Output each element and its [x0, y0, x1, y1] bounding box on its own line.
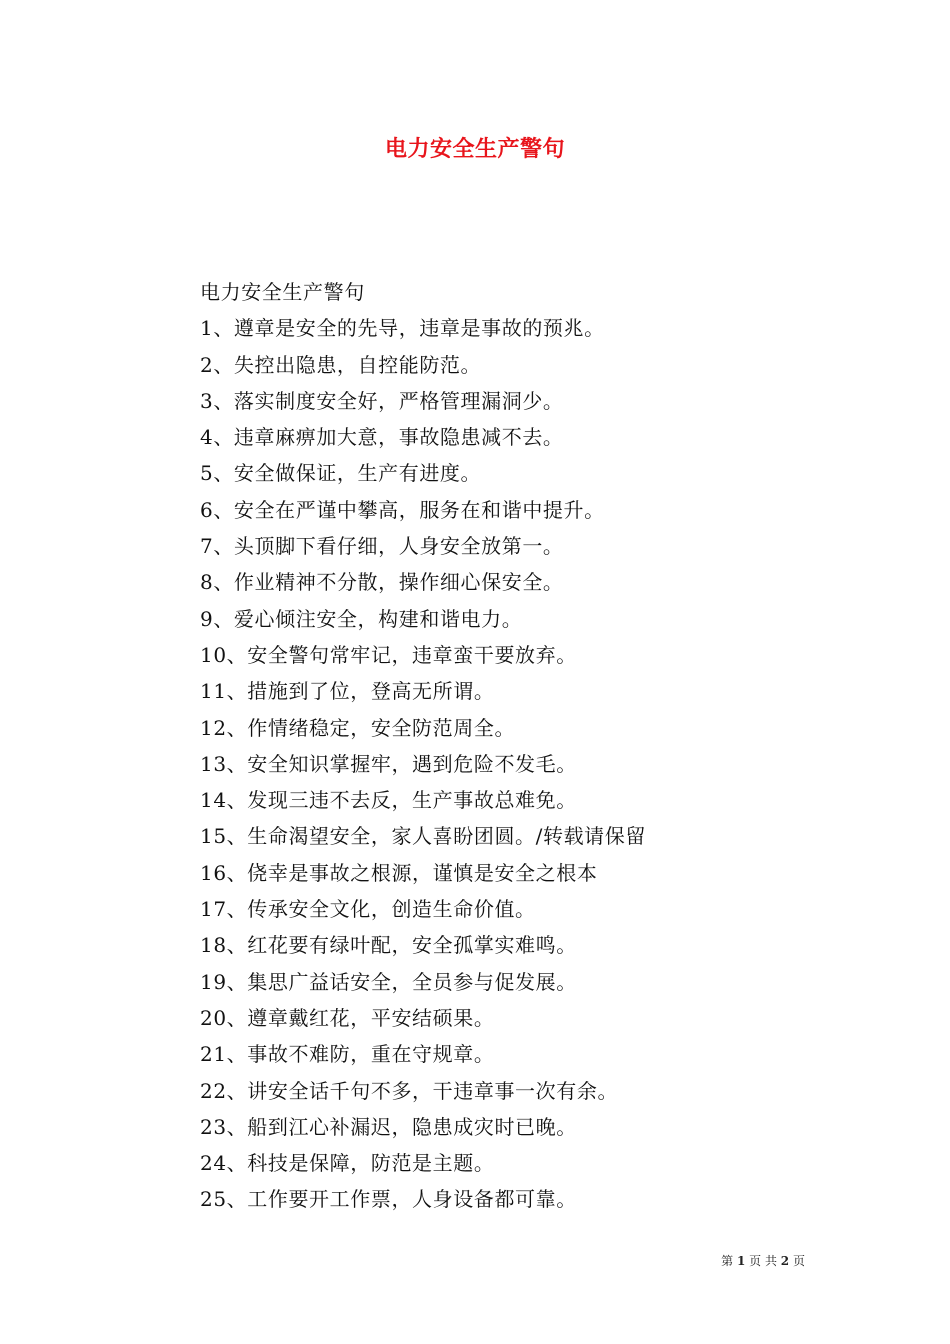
list-item: 7、头顶脚下看仔细，人身安全放第一。	[200, 534, 564, 559]
list-item: 21、事故不难防，重在守规章。	[200, 1042, 495, 1067]
page-prefix: 第	[721, 1254, 734, 1268]
list-item: 14、发现三违不去反，生产事故总难免。	[200, 788, 577, 813]
list-item: 22、讲安全话千句不多，干违章事一次有余。	[200, 1078, 619, 1103]
list-item: 12、作情绪稳定，安全防范周全。	[200, 715, 516, 740]
page-suffix: 页	[792, 1254, 805, 1268]
list-item: 23、船到江心补漏迟，隐患成灾时已晚。	[200, 1114, 577, 1139]
list-item: 1、遵章是安全的先导，违章是事故的预兆。	[200, 316, 605, 341]
list-item: 6、安全在严谨中攀高，服务在和谐中提升。	[200, 497, 605, 522]
page-number	[721, 1252, 805, 1269]
list-item: 17、传承安全文化，创造生命价值。	[200, 897, 536, 922]
page-middle: 页 共	[749, 1254, 777, 1268]
current-page: 1	[736, 1254, 746, 1268]
list-item: 15、生命渴望安全，家人喜盼团圆。/转载请保留	[200, 824, 646, 849]
list-item: 20、遵章戴红花，平安结硕果。	[200, 1005, 495, 1030]
list-item: 3、落实制度安全好，严格管理漏洞少。	[200, 388, 564, 413]
list-item: 24、科技是保障，防范是主题。	[200, 1151, 495, 1176]
list-item: 19、集思广益话安全，全员参与促发展。	[200, 969, 577, 994]
body-heading: 电力安全生产警句	[200, 280, 365, 304]
list-item: 10、安全警句常牢记，违章蛮干要放弃。	[200, 642, 577, 667]
list-item: 5、安全做保证，生产有进度。	[200, 461, 482, 486]
total-pages: 2	[780, 1254, 790, 1268]
document-title: 电力安全生产警句	[384, 136, 565, 162]
list-item: 11、措施到了位，登高无所谓。	[200, 679, 495, 704]
list-item: 2、失控出隐患，自控能防范。	[200, 352, 482, 377]
document-body	[200, 274, 900, 1218]
list-item: 9、爱心倾注安全，构建和谐电力。	[200, 606, 523, 631]
list-item: 13、安全知识掌握牢，遇到危险不发毛。	[200, 751, 577, 776]
list-item: 18、红花要有绿叶配，安全孤掌实难鸣。	[200, 933, 577, 958]
list-item: 16、侥幸是事故之根源，谨慎是安全之根本	[200, 860, 598, 885]
list-item: 25、工作要开工作票，人身设备都可靠。	[200, 1187, 577, 1212]
list-item: 4、违章麻痹加大意，事故隐患减不去。	[200, 425, 564, 450]
list-item: 8、作业精神不分散，操作细心保安全。	[200, 570, 564, 595]
